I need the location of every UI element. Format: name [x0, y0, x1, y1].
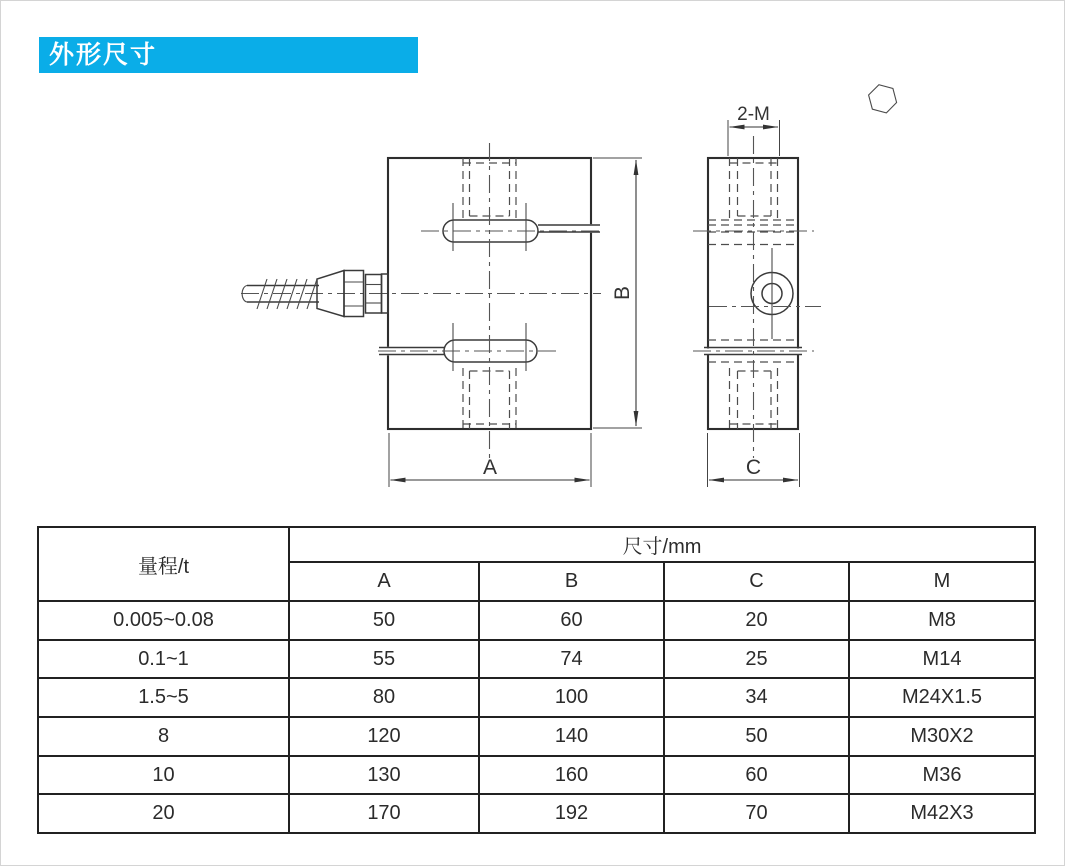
dim-label-2m: 2-M — [737, 104, 770, 125]
size-group-header: 尺寸/mm — [289, 527, 1035, 562]
cell-range: 10 — [38, 756, 289, 795]
cell-range: 20 — [38, 794, 289, 833]
col-header-b: B — [479, 562, 664, 601]
table-row — [38, 601, 1035, 640]
cell-b: 140 — [479, 717, 664, 756]
dim-label-b: B — [611, 285, 634, 301]
col-header-c: C — [664, 562, 849, 601]
cell-c: 25 — [664, 640, 849, 679]
side-threaded-holes — [730, 158, 778, 429]
cell-b: 60 — [479, 601, 664, 640]
table-row — [38, 678, 1035, 717]
front-view — [241, 143, 601, 458]
cell-a: 130 — [289, 756, 479, 795]
cell-c: 50 — [664, 717, 849, 756]
cell-c: 60 — [664, 756, 849, 795]
cell-a: 170 — [289, 794, 479, 833]
cell-m: M14 — [849, 640, 1035, 679]
cell-m: M36 — [849, 756, 1035, 795]
range-column-header: 量程/t — [38, 527, 289, 601]
dim-label-c: C — [745, 456, 762, 479]
cell-m: M30X2 — [849, 717, 1035, 756]
side-view — [693, 83, 900, 458]
cell-range: 0.1~1 — [38, 640, 289, 679]
cell-range: 8 — [38, 717, 289, 756]
col-header-a: A — [289, 562, 479, 601]
cell-m: M8 — [849, 601, 1035, 640]
dimensions-table — [37, 526, 1036, 834]
table-row — [38, 794, 1035, 833]
cell-b: 74 — [479, 640, 664, 679]
cell-b: 192 — [479, 794, 664, 833]
cell-c: 34 — [664, 678, 849, 717]
cell-a: 80 — [289, 678, 479, 717]
cell-b: 160 — [479, 756, 664, 795]
side-body-outline — [708, 158, 798, 429]
side-centerlines — [693, 136, 814, 458]
cell-range: 0.005~0.08 — [38, 601, 289, 640]
cell-c: 20 — [664, 601, 849, 640]
dim-label-a: A — [482, 456, 498, 479]
front-centerlines — [241, 143, 601, 458]
cell-a: 50 — [289, 601, 479, 640]
table-row — [38, 640, 1035, 679]
cell-m: M24X1.5 — [849, 678, 1035, 717]
cell-a: 55 — [289, 640, 479, 679]
section-title: 外形尺寸 — [49, 41, 158, 69]
cell-a: 120 — [289, 717, 479, 756]
cell-range: 1.5~5 — [38, 678, 289, 717]
cell-c: 70 — [664, 794, 849, 833]
cell-b: 100 — [479, 678, 664, 717]
cell-m: M42X3 — [849, 794, 1035, 833]
load-cell-dimension-drawing — [1, 1, 1065, 516]
col-header-m: M — [849, 562, 1035, 601]
table-row — [38, 717, 1035, 756]
table-row — [38, 756, 1035, 795]
